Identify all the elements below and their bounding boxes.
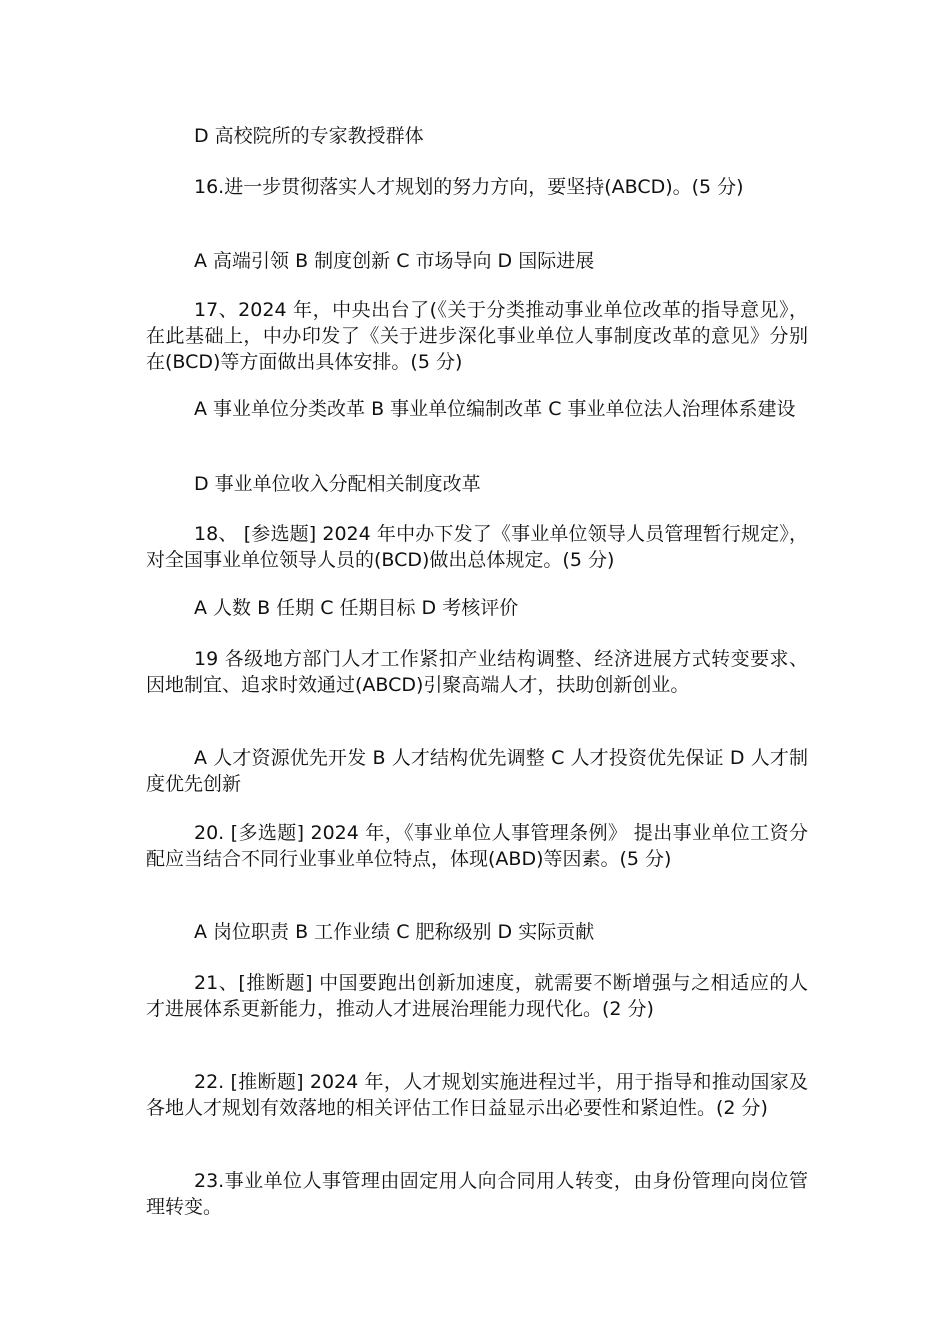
question-23: 23.事业单位人事管理由固定用人向合同用人转变，由身份管理向岗位管理转变。	[146, 1170, 808, 1218]
question-22: 22. [推断题] 2024 年，人才规划实施进程过半，用于指导和推动国家及各地人才规划有效落地的相关评估工作日益显示出必要性和紧迫性。(2 分)	[146, 1071, 808, 1119]
question-17-options-abc: A 事业单位分类改革 B 事业单位编制改革 C 事业单位法人治理体系建设	[194, 398, 796, 420]
question-18-options: A 人数 B 任期 C 任期目标 D 考核评价	[194, 597, 519, 619]
question-18: 18、 [参选题] 2024 年中办下发了《事业单位领导人员管理暂行规定》，对全国事业单位领导人员的(BCD)做出总体规定。(5 分)	[146, 523, 808, 571]
question-19-options: A 人才资源优先开发 B 人才结构优先调整 C 人才投资优先保证 D 人才制度优先创新	[146, 747, 808, 795]
question-20: 20. [多选题] 2024 年，《事业单位人事管理条例》 提出事业单位工资分配应当结合不同行业事业单位特点，体现(ABD)等因素。(5 分)	[146, 822, 808, 870]
question-20-options: A 岗位职责 B 工作业绩 C 肥称级别 D 实际贡献	[194, 921, 595, 943]
question-16-options: A 高端引领 B 制度创新 C 市场导向 D 国际进展	[194, 250, 595, 272]
question-16: 16.进一步贯彻落实人才规划的努力方向，要坚持(ABCD)。(5 分)	[194, 176, 744, 198]
question-17-option-d: D 事业单位收入分配相关制度改革	[194, 473, 481, 495]
question-19: 19 各级地方部门人才工作紧扣产业结构调整、经济进展方式转变要求、因地制宜、追求时效通过(ABCD)引聚高端人才，扶助创新创业。	[146, 648, 808, 696]
question-17: 17、2024 年，中央出台了(《关于分类推动事业单位改革的指导意见》，在此基础上，中办印发了《关于进步深化事业单位人事制度改革的意见》分别在(BCD)等方面做出具体安排。(5 分)	[146, 299, 808, 373]
option-line-d-experts: D 高校院所的专家教授群体	[194, 125, 424, 147]
question-21: 21、[推断题] 中国要跑出创新加速度，就需要不断增强与之相适应的人才进展体系更新能力，推动人才进展治理能力现代化。(2 分)	[146, 972, 808, 1020]
